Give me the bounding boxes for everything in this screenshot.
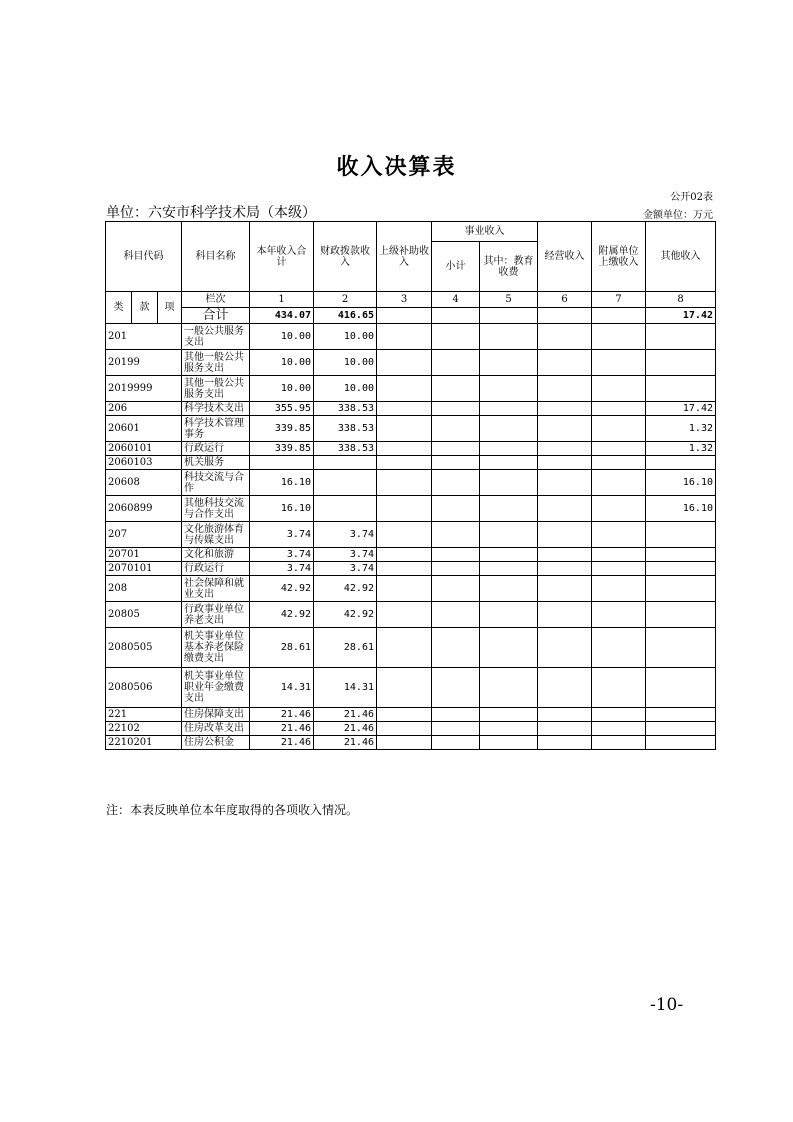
row-career-edu xyxy=(480,628,538,668)
row-fiscal: 338.53 xyxy=(314,416,377,442)
row-total: 28.61 xyxy=(250,628,314,668)
row-fiscal xyxy=(314,470,377,496)
header-total: 本年收入合计 xyxy=(250,222,314,292)
row-affiliated xyxy=(592,708,646,722)
row-affiliated xyxy=(592,576,646,602)
row-upper xyxy=(377,562,432,576)
row-total: 16.10 xyxy=(250,470,314,496)
row-career-edu xyxy=(480,442,538,456)
row-affiliated xyxy=(592,442,646,456)
col-num: 6 xyxy=(538,292,592,308)
row-business xyxy=(538,562,592,576)
row-total: 3.74 xyxy=(250,522,314,548)
row-name: 行政运行 xyxy=(182,562,250,576)
row-career-edu xyxy=(480,470,538,496)
row-upper xyxy=(377,602,432,628)
total-cell: 434.07 xyxy=(250,308,314,324)
header-upper: 上级补助收入 xyxy=(377,222,432,292)
row-business xyxy=(538,708,592,722)
row-total: 10.00 xyxy=(250,324,314,350)
table-row xyxy=(106,736,716,750)
row-other xyxy=(646,456,716,470)
table-row xyxy=(106,402,716,416)
row-career-edu xyxy=(480,350,538,376)
row-career-edu xyxy=(480,668,538,708)
row-career-subtotal xyxy=(432,548,480,562)
row-career-subtotal xyxy=(432,470,480,496)
row-total: 21.46 xyxy=(250,708,314,722)
row-affiliated xyxy=(592,722,646,736)
row-other: 16.10 xyxy=(646,470,716,496)
col-num: 8 xyxy=(646,292,716,308)
row-upper xyxy=(377,708,432,722)
row-career-subtotal xyxy=(432,628,480,668)
page-number: -10- xyxy=(650,995,684,1015)
row-name: 社会保障和就业支出 xyxy=(182,576,250,602)
total-label: 合计 xyxy=(182,308,250,324)
row-business xyxy=(538,522,592,548)
row-affiliated xyxy=(592,496,646,522)
row-fiscal: 14.31 xyxy=(314,668,377,708)
table-row xyxy=(106,324,716,350)
header-xiang: 项 xyxy=(158,292,182,324)
row-affiliated xyxy=(592,324,646,350)
row-fiscal: 338.53 xyxy=(314,442,377,456)
row-name: 一般公共服务支出 xyxy=(182,324,250,350)
row-upper xyxy=(377,628,432,668)
row-name: 机关事业单位基本养老保险缴费支出 xyxy=(182,628,250,668)
row-other: 1.32 xyxy=(646,442,716,456)
row-career-edu xyxy=(480,562,538,576)
row-other xyxy=(646,376,716,402)
total-cell: 17.42 xyxy=(646,308,716,324)
row-career-edu xyxy=(480,722,538,736)
row-other xyxy=(646,736,716,750)
total-cell xyxy=(432,308,480,324)
row-business xyxy=(538,416,592,442)
row-upper xyxy=(377,470,432,496)
row-total: 21.46 xyxy=(250,722,314,736)
row-business xyxy=(538,350,592,376)
row-other xyxy=(646,324,716,350)
col-num: 7 xyxy=(592,292,646,308)
row-total: 21.46 xyxy=(250,736,314,750)
row-business xyxy=(538,376,592,402)
row-upper xyxy=(377,736,432,750)
row-career-subtotal xyxy=(432,376,480,402)
row-career-subtotal xyxy=(432,456,480,470)
row-upper xyxy=(377,402,432,416)
row-career-subtotal xyxy=(432,722,480,736)
row-code: 22102 xyxy=(106,722,182,736)
row-total: 339.85 xyxy=(250,416,314,442)
row-affiliated xyxy=(592,376,646,402)
row-other xyxy=(646,350,716,376)
row-code: 2019999 xyxy=(106,376,182,402)
row-career-subtotal xyxy=(432,324,480,350)
row-name: 文化旅游体育与传媒支出 xyxy=(182,522,250,548)
row-affiliated xyxy=(592,416,646,442)
header-career: 事业收入 xyxy=(432,222,538,242)
row-affiliated xyxy=(592,402,646,416)
row-fiscal: 3.74 xyxy=(314,522,377,548)
row-name: 住房保障支出 xyxy=(182,708,250,722)
row-other xyxy=(646,628,716,668)
row-career-subtotal xyxy=(432,736,480,750)
row-upper xyxy=(377,376,432,402)
col-num: 3 xyxy=(377,292,432,308)
row-business xyxy=(538,736,592,750)
row-code: 2080505 xyxy=(106,628,182,668)
row-upper xyxy=(377,324,432,350)
row-career-edu xyxy=(480,602,538,628)
row-business xyxy=(538,548,592,562)
row-upper xyxy=(377,668,432,708)
col-num: 2 xyxy=(314,292,377,308)
row-code: 208 xyxy=(106,576,182,602)
row-business xyxy=(538,324,592,350)
row-business xyxy=(538,442,592,456)
total-cell xyxy=(538,308,592,324)
row-other xyxy=(646,548,716,562)
row-business xyxy=(538,668,592,708)
row-code: 2210201 xyxy=(106,736,182,750)
row-name: 文化和旅游 xyxy=(182,548,250,562)
row-business xyxy=(538,628,592,668)
col-num: 1 xyxy=(250,292,314,308)
row-upper xyxy=(377,442,432,456)
row-career-edu xyxy=(480,376,538,402)
row-upper xyxy=(377,548,432,562)
row-total: 3.74 xyxy=(250,562,314,576)
table-row xyxy=(106,416,716,442)
table-row xyxy=(106,548,716,562)
form-number: 公开02表 xyxy=(670,192,713,203)
row-name: 科学技术支出 xyxy=(182,402,250,416)
row-career-edu xyxy=(480,496,538,522)
table-row xyxy=(106,456,716,470)
table-row xyxy=(106,350,716,376)
row-career-subtotal xyxy=(432,442,480,456)
row-career-edu xyxy=(480,708,538,722)
row-fiscal: 10.00 xyxy=(314,376,377,402)
row-upper xyxy=(377,456,432,470)
table-row xyxy=(106,442,716,456)
row-fiscal: 21.46 xyxy=(314,736,377,750)
row-code: 2070101 xyxy=(106,562,182,576)
table-row xyxy=(106,576,716,602)
col-num: 5 xyxy=(480,292,538,308)
header-fiscal: 财政拨款收入 xyxy=(314,222,377,292)
row-code: 206 xyxy=(106,402,182,416)
row-business xyxy=(538,576,592,602)
row-other xyxy=(646,576,716,602)
row-career-subtotal xyxy=(432,562,480,576)
table-row xyxy=(106,496,716,522)
row-affiliated xyxy=(592,628,646,668)
row-fiscal: 10.00 xyxy=(314,350,377,376)
row-affiliated xyxy=(592,470,646,496)
row-affiliated xyxy=(592,562,646,576)
row-name: 其他科技交流与合作支出 xyxy=(182,496,250,522)
row-code: 2060101 xyxy=(106,442,182,456)
row-name: 行政事业单位养老支出 xyxy=(182,602,250,628)
row-name: 行政运行 xyxy=(182,442,250,456)
row-code: 221 xyxy=(106,708,182,722)
row-fiscal: 42.92 xyxy=(314,576,377,602)
row-upper xyxy=(377,416,432,442)
row-code: 207 xyxy=(106,522,182,548)
row-name: 科学技术管理事务 xyxy=(182,416,250,442)
table-row xyxy=(106,470,716,496)
row-name: 科技交流与合作 xyxy=(182,470,250,496)
row-code: 20608 xyxy=(106,470,182,496)
row-fiscal: 21.46 xyxy=(314,708,377,722)
row-career-subtotal xyxy=(432,350,480,376)
table-row xyxy=(106,602,716,628)
table-row xyxy=(106,668,716,708)
row-career-subtotal xyxy=(432,708,480,722)
row-career-edu xyxy=(480,324,538,350)
footnote: 注：本表反映单位本年度取得的各项收入情况。 xyxy=(106,803,359,817)
row-career-subtotal xyxy=(432,416,480,442)
table-row xyxy=(106,628,716,668)
row-affiliated xyxy=(592,350,646,376)
row-name: 机关事业单位职业年金缴费支出 xyxy=(182,668,250,708)
row-career-edu xyxy=(480,456,538,470)
row-total: 355.95 xyxy=(250,402,314,416)
column-label: 栏次 xyxy=(182,292,250,308)
row-affiliated xyxy=(592,456,646,470)
row-career-edu xyxy=(480,402,538,416)
row-upper xyxy=(377,496,432,522)
row-fiscal: 28.61 xyxy=(314,628,377,668)
row-business xyxy=(538,402,592,416)
row-fiscal: 21.46 xyxy=(314,722,377,736)
row-fiscal: 42.92 xyxy=(314,602,377,628)
header-other: 其他收入 xyxy=(646,222,716,292)
row-career-edu xyxy=(480,416,538,442)
row-name: 住房公积金 xyxy=(182,736,250,750)
row-name: 机关服务 xyxy=(182,456,250,470)
total-cell: 416.65 xyxy=(314,308,377,324)
row-other xyxy=(646,602,716,628)
total-cell xyxy=(377,308,432,324)
row-code: 201 xyxy=(106,324,182,350)
row-business xyxy=(538,496,592,522)
row-upper xyxy=(377,722,432,736)
header-affiliated: 附属单位上缴收入 xyxy=(592,222,646,292)
row-total: 16.10 xyxy=(250,496,314,522)
row-total: 10.00 xyxy=(250,350,314,376)
row-total: 10.00 xyxy=(250,376,314,402)
row-career-edu xyxy=(480,576,538,602)
row-total: 3.74 xyxy=(250,548,314,562)
table-row xyxy=(106,562,716,576)
row-fiscal: 338.53 xyxy=(314,402,377,416)
row-career-subtotal xyxy=(432,576,480,602)
income-table xyxy=(105,221,716,750)
total-cell xyxy=(592,308,646,324)
row-career-edu xyxy=(480,736,538,750)
row-other xyxy=(646,562,716,576)
header-lei: 类 xyxy=(106,292,132,324)
row-business xyxy=(538,722,592,736)
row-career-subtotal xyxy=(432,496,480,522)
header-career-edu: 其中：教育收费 xyxy=(480,242,538,292)
row-name: 其他一般公共服务支出 xyxy=(182,350,250,376)
total-cell xyxy=(480,308,538,324)
row-code: 20701 xyxy=(106,548,182,562)
row-fiscal: 3.74 xyxy=(314,562,377,576)
row-other xyxy=(646,722,716,736)
row-name: 住房改革支出 xyxy=(182,722,250,736)
row-code: 20601 xyxy=(106,416,182,442)
row-other xyxy=(646,708,716,722)
row-other: 1.32 xyxy=(646,416,716,442)
row-upper xyxy=(377,576,432,602)
currency-label: 金额单位：万元 xyxy=(643,210,713,221)
row-affiliated xyxy=(592,522,646,548)
row-fiscal xyxy=(314,496,377,522)
row-affiliated xyxy=(592,548,646,562)
table-row xyxy=(106,722,716,736)
row-affiliated xyxy=(592,668,646,708)
row-affiliated xyxy=(592,602,646,628)
row-other: 16.10 xyxy=(646,496,716,522)
row-total: 42.92 xyxy=(250,576,314,602)
row-career-subtotal xyxy=(432,668,480,708)
row-total xyxy=(250,456,314,470)
header-name: 科目名称 xyxy=(182,222,250,292)
row-code: 2060103 xyxy=(106,456,182,470)
header-business: 经营收入 xyxy=(538,222,592,292)
page-title: 收入决算表 xyxy=(336,154,457,180)
row-affiliated xyxy=(592,736,646,750)
row-business xyxy=(538,470,592,496)
row-total: 14.31 xyxy=(250,668,314,708)
row-other xyxy=(646,522,716,548)
row-fiscal: 3.74 xyxy=(314,548,377,562)
table-row xyxy=(106,376,716,402)
row-code: 2060899 xyxy=(106,496,182,522)
row-code: 2080506 xyxy=(106,668,182,708)
row-career-edu xyxy=(480,548,538,562)
row-upper xyxy=(377,522,432,548)
table-row xyxy=(106,708,716,722)
unit-label: 单位：六安市科学技术局（本级） xyxy=(106,205,316,221)
row-fiscal xyxy=(314,456,377,470)
row-total: 42.92 xyxy=(250,602,314,628)
row-other xyxy=(646,668,716,708)
row-business xyxy=(538,602,592,628)
row-name: 其他一般公共服务支出 xyxy=(182,376,250,402)
row-career-subtotal xyxy=(432,402,480,416)
row-code: 20199 xyxy=(106,350,182,376)
row-total: 339.85 xyxy=(250,442,314,456)
row-career-edu xyxy=(480,522,538,548)
header-kuan: 款 xyxy=(132,292,158,324)
row-other: 17.42 xyxy=(646,402,716,416)
row-code: 20805 xyxy=(106,602,182,628)
header-code: 科目代码 xyxy=(106,222,182,292)
row-business xyxy=(538,456,592,470)
row-fiscal: 10.00 xyxy=(314,324,377,350)
row-career-subtotal xyxy=(432,602,480,628)
col-num: 4 xyxy=(432,292,480,308)
table-row xyxy=(106,522,716,548)
row-career-subtotal xyxy=(432,522,480,548)
row-upper xyxy=(377,350,432,376)
header-career-subtotal: 小计 xyxy=(432,242,480,292)
